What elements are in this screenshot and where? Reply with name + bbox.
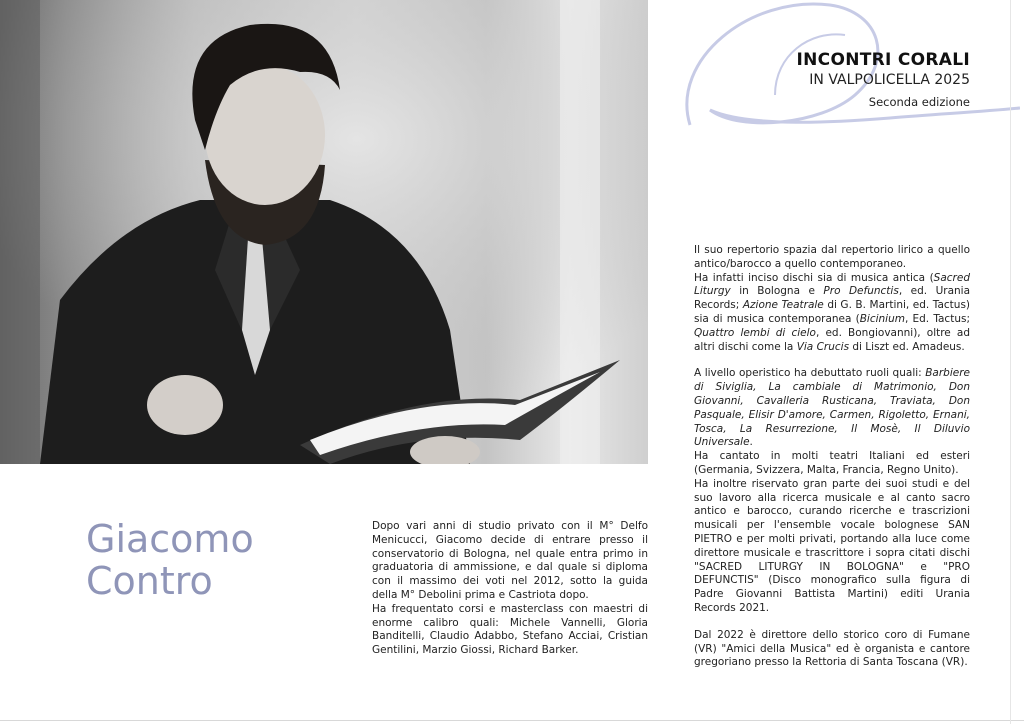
bio-paragraph: Ha cantato in molti teatri Italiani ed esteri (Germania, Svizzera, Malta, Francia, Regno Unito). bbox=[694, 450, 970, 476]
bio-paragraph: Il suo repertorio spazia dal repertorio lirico a quello antico/barocco a quello contemporaneo. bbox=[694, 244, 970, 270]
first-name: Giacomo bbox=[86, 517, 254, 561]
bottom-divider bbox=[0, 720, 1024, 721]
event-title: INCONTRI CORALI bbox=[796, 50, 970, 70]
person-name bbox=[86, 518, 254, 602]
portrait-photo bbox=[0, 0, 648, 464]
bio-paragraph: Ha frequentato corsi e masterclass con maestri di enorme calibro quali: Michele Vannelli, Gloria Banditelli, Claudio Adabbo, Stefano Acciai, Cristian Gentilini, Marzio Giossi, Richard Barker. bbox=[372, 602, 648, 657]
swirl-logo-icon bbox=[680, 0, 1020, 140]
bio-paragraph: Ha inoltre riservato gran parte dei suoi studi e del suo lavoro alla ricerca musicale e al canto sacro antico e barocco, curando ricerche e trascrizioni musicali per l'ensemble vocale bolognese SAN PIETRO e per molti privati, portando alla luce come direttore musicale e trascrittore i sopra citati dischi "SACRED LITURGY IN BOLOGNA" e "PRO DEFUNCTIS" (Disco monografico sulla figura di Padre Giovanni Battista Martini) editi Urania Records 2021. bbox=[694, 477, 970, 614]
bio-paragraph: Ha infatti inciso dischi sia di musica antica (Sacred Liturgy in Bologna e Pro Defunctis, ed. Urania Records; Azione Teatrale di G. B. Martini, ed. Tactus) sia di musica contemporanea (Bicinium, Ed. Tactus; Quattro lembi di cielo, ed. Bongiovanni), oltre ad altri dischi come la Via Crucis di Liszt ed. Amadeus. bbox=[694, 271, 971, 353]
event-edition: Seconda edizione bbox=[868, 95, 970, 109]
bio-paragraph: Dopo vari anni di studio privato con il M° Delfo Menicucci, Giacomo decide di entrare presso il conservatorio di Bologna, nel quale entra primo in graduatoria di ammissione, e dal quale si diploma con il massimo dei voti nel 2012, sotto la guida della M° Debolini prima e Castriota dopo. bbox=[372, 520, 648, 601]
portrait-illustration bbox=[0, 0, 648, 464]
event-subtitle: IN VALPOLICELLA 2025 bbox=[809, 72, 970, 88]
last-name: Contro bbox=[86, 559, 213, 603]
bio-column-left bbox=[372, 520, 648, 658]
bio-column-right bbox=[694, 244, 970, 670]
right-divider bbox=[1010, 0, 1011, 724]
bio-paragraph: Dal 2022 è direttore dello storico coro di Fumane (VR) "Amici della Musica" ed è organista e cantore gregoriano presso la Rettoria di Santa Toscana (VR). bbox=[694, 628, 970, 669]
bio-paragraph: A livello operistico ha debuttato ruoli quali: Barbiere di Siviglia, La cambiale di Matrimonio, Don Giovanni, Cavalleria Rusticana, Traviata, Don Pasquale, Elisir D'amore, Carmen, Rigoletto, Ernani, Tosca, La Resurrezione, Il Mosè, Il Diluvio Universale. bbox=[694, 367, 970, 449]
